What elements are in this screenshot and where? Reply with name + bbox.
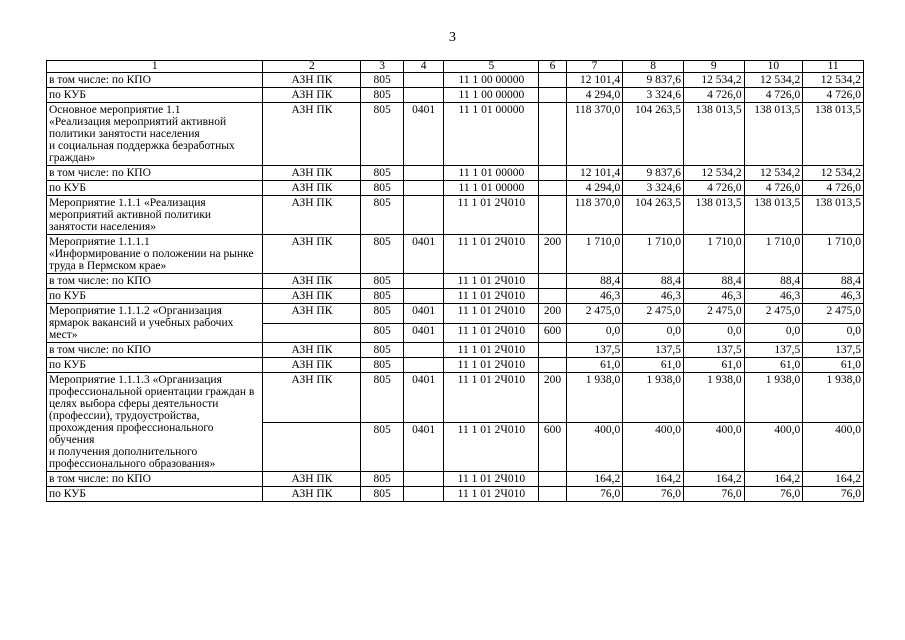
section-code-cell: 0401 [403, 103, 443, 166]
amount-cell: 76,0 [803, 487, 864, 502]
amount-cell: 137,5 [566, 343, 623, 358]
agency-cell: АЗН ПК [263, 181, 361, 196]
amount-cell: 1 938,0 [566, 373, 623, 423]
table-row [47, 358, 864, 373]
agency-cell: АЗН ПК [263, 289, 361, 304]
amount-cell: 400,0 [744, 422, 803, 472]
target-code-cell: 11 1 01 2Ч010 [444, 289, 539, 304]
target-code-cell: 11 1 01 2Ч010 [444, 235, 539, 274]
amount-cell: 12 101,4 [566, 166, 623, 181]
target-code-cell: 11 1 01 2Ч010 [444, 304, 539, 324]
expense-type-cell [539, 181, 566, 196]
expense-type-cell [539, 289, 566, 304]
amount-cell: 88,4 [623, 274, 684, 289]
agency-cell: АЗН ПК [263, 358, 361, 373]
agency-cell: АЗН ПК [263, 343, 361, 358]
amount-cell: 2 475,0 [744, 304, 803, 324]
target-code-cell: 11 1 00 00000 [444, 88, 539, 103]
amount-cell: 46,3 [683, 289, 744, 304]
amount-cell: 1 938,0 [744, 373, 803, 423]
column-header: 2 [263, 61, 361, 73]
amount-cell: 46,3 [803, 289, 864, 304]
amount-cell: 1 710,0 [683, 235, 744, 274]
agency-cell: АЗН ПК [263, 103, 361, 166]
amount-cell: 3 324,6 [623, 88, 684, 103]
amount-cell: 1 938,0 [683, 373, 744, 423]
target-code-cell: 11 1 01 2Ч010 [444, 373, 539, 423]
amount-cell: 76,0 [566, 487, 623, 502]
amount-cell: 12 534,2 [744, 73, 803, 88]
target-code-cell: 11 1 01 2Ч010 [444, 472, 539, 487]
amount-cell: 46,3 [744, 289, 803, 304]
amount-cell: 0,0 [566, 323, 623, 343]
section-code-cell [403, 274, 443, 289]
row-name: по КУБ [47, 358, 263, 373]
amount-cell: 0,0 [803, 323, 864, 343]
section-code-cell [403, 73, 443, 88]
agency-cell: АЗН ПК [263, 73, 361, 88]
amount-cell: 118 370,0 [566, 103, 623, 166]
section-code-cell [403, 88, 443, 103]
amount-cell: 46,3 [566, 289, 623, 304]
amount-cell: 0,0 [683, 323, 744, 343]
expense-type-cell [539, 196, 566, 235]
amount-cell: 76,0 [623, 487, 684, 502]
column-header: 7 [566, 61, 623, 73]
amount-cell: 137,5 [803, 343, 864, 358]
amount-cell: 12 534,2 [683, 73, 744, 88]
section-code-cell [403, 487, 443, 502]
amount-cell: 138 013,5 [683, 103, 744, 166]
agency-cell: АЗН ПК [263, 472, 361, 487]
ministry-code-cell: 805 [361, 358, 403, 373]
column-header: 8 [623, 61, 684, 73]
table-row [47, 274, 864, 289]
ministry-code-cell: 805 [361, 181, 403, 196]
row-name: в том числе: по КПО [47, 274, 263, 289]
target-code-cell: 11 1 01 2Ч010 [444, 422, 539, 472]
target-code-cell: 11 1 01 00000 [444, 181, 539, 196]
amount-cell: 104 263,5 [623, 103, 684, 166]
agency-cell: АЗН ПК [263, 274, 361, 289]
amount-cell: 2 475,0 [683, 304, 744, 324]
amount-cell: 1 710,0 [623, 235, 684, 274]
column-header: 11 [803, 61, 864, 73]
section-code-cell [403, 358, 443, 373]
table-row [47, 88, 864, 103]
amount-cell: 1 710,0 [744, 235, 803, 274]
table-row [47, 289, 864, 304]
table-row [47, 304, 864, 324]
ministry-code-cell: 805 [361, 487, 403, 502]
agency-cell: АЗН ПК [263, 304, 361, 324]
amount-cell: 4 726,0 [683, 88, 744, 103]
expense-type-cell: 600 [539, 323, 566, 343]
amount-cell: 400,0 [803, 422, 864, 472]
amount-cell: 138 013,5 [744, 196, 803, 235]
section-code-cell [403, 343, 443, 358]
amount-cell: 3 324,6 [623, 181, 684, 196]
amount-cell: 137,5 [623, 343, 684, 358]
target-code-cell: 11 1 01 00000 [444, 166, 539, 181]
amount-cell: 46,3 [623, 289, 684, 304]
amount-cell: 9 837,6 [623, 73, 684, 88]
section-code-cell: 0401 [403, 235, 443, 274]
amount-cell: 61,0 [623, 358, 684, 373]
table-row [47, 181, 864, 196]
amount-cell: 4 294,0 [566, 181, 623, 196]
amount-cell: 2 475,0 [803, 304, 864, 324]
target-code-cell: 11 1 00 00000 [444, 73, 539, 88]
agency-cell: АЗН ПК [263, 88, 361, 103]
amount-cell: 4 726,0 [803, 181, 864, 196]
expense-type-cell [539, 103, 566, 166]
expense-type-cell [539, 472, 566, 487]
expense-type-cell [539, 487, 566, 502]
table-body [47, 61, 864, 502]
column-header: 9 [683, 61, 744, 73]
section-code-cell: 0401 [403, 304, 443, 324]
table-row [47, 166, 864, 181]
row-name: Мероприятие 1.1.1.1 «Информирование о положении на рынке труда в Пермском крае» [47, 235, 263, 274]
amount-cell: 164,2 [623, 472, 684, 487]
amount-cell: 1 710,0 [803, 235, 864, 274]
amount-cell: 12 534,2 [744, 166, 803, 181]
expense-type-cell: 600 [539, 422, 566, 472]
agency-cell: АЗН ПК [263, 235, 361, 274]
agency-cell [263, 323, 361, 343]
amount-cell: 1 710,0 [566, 235, 623, 274]
row-name: Мероприятие 1.1.1 «Реализация мероприятий активной политики занятости населения» [47, 196, 263, 235]
section-code-cell [403, 196, 443, 235]
amount-cell: 400,0 [623, 422, 684, 472]
section-code-cell: 0401 [403, 422, 443, 472]
ministry-code-cell: 805 [361, 166, 403, 181]
expense-type-cell [539, 358, 566, 373]
budget-table [46, 60, 864, 502]
table-row [47, 103, 864, 166]
ministry-code-cell: 805 [361, 343, 403, 358]
section-code-cell [403, 289, 443, 304]
table-row [47, 343, 864, 358]
ministry-code-cell: 805 [361, 196, 403, 235]
expense-type-cell: 200 [539, 373, 566, 423]
row-name: по КУБ [47, 487, 263, 502]
amount-cell: 138 013,5 [803, 103, 864, 166]
amount-cell: 76,0 [683, 487, 744, 502]
agency-cell [263, 422, 361, 472]
column-header: 5 [444, 61, 539, 73]
ministry-code-cell: 805 [361, 323, 403, 343]
target-code-cell: 11 1 01 2Ч010 [444, 343, 539, 358]
amount-cell: 88,4 [566, 274, 623, 289]
row-name: Мероприятие 1.1.1.2 «Организация ярмарок вакансий и учебных рабочих мест» [47, 304, 263, 343]
amount-cell: 400,0 [683, 422, 744, 472]
page-number: 3 [449, 30, 456, 45]
amount-cell: 76,0 [744, 487, 803, 502]
amount-cell: 4 726,0 [744, 181, 803, 196]
agency-cell: АЗН ПК [263, 166, 361, 181]
target-code-cell: 11 1 01 2Ч010 [444, 274, 539, 289]
amount-cell: 88,4 [744, 274, 803, 289]
column-header: 4 [403, 61, 443, 73]
amount-cell: 12 534,2 [803, 73, 864, 88]
agency-cell: АЗН ПК [263, 196, 361, 235]
amount-cell: 61,0 [683, 358, 744, 373]
ministry-code-cell: 805 [361, 88, 403, 103]
row-name: в том числе: по КПО [47, 472, 263, 487]
table-row [47, 73, 864, 88]
row-name: в том числе: по КПО [47, 166, 263, 181]
target-code-cell: 11 1 01 00000 [444, 103, 539, 166]
amount-cell: 4 294,0 [566, 88, 623, 103]
target-code-cell: 11 1 01 2Ч010 [444, 487, 539, 502]
expense-type-cell [539, 88, 566, 103]
amount-cell: 4 726,0 [744, 88, 803, 103]
amount-cell: 88,4 [803, 274, 864, 289]
ministry-code-cell: 805 [361, 304, 403, 324]
expense-type-cell [539, 73, 566, 88]
amount-cell: 104 263,5 [623, 196, 684, 235]
expense-type-cell: 200 [539, 235, 566, 274]
section-code-cell: 0401 [403, 323, 443, 343]
amount-cell: 61,0 [566, 358, 623, 373]
amount-cell: 138 013,5 [803, 196, 864, 235]
amount-cell: 4 726,0 [683, 181, 744, 196]
expense-type-cell [539, 343, 566, 358]
amount-cell: 61,0 [803, 358, 864, 373]
ministry-code-cell: 805 [361, 235, 403, 274]
column-header: 10 [744, 61, 803, 73]
column-header: 3 [361, 61, 403, 73]
table-row [47, 235, 864, 274]
amount-cell: 12 534,2 [803, 166, 864, 181]
amount-cell: 9 837,6 [623, 166, 684, 181]
amount-cell: 138 013,5 [744, 103, 803, 166]
amount-cell: 138 013,5 [683, 196, 744, 235]
expense-type-cell: 200 [539, 304, 566, 324]
expense-type-cell [539, 166, 566, 181]
amount-cell: 164,2 [803, 472, 864, 487]
row-name: по КУБ [47, 88, 263, 103]
amount-cell: 12 534,2 [683, 166, 744, 181]
amount-cell: 0,0 [623, 323, 684, 343]
table-row [47, 196, 864, 235]
amount-cell: 4 726,0 [803, 88, 864, 103]
amount-cell: 400,0 [566, 422, 623, 472]
table-row [47, 373, 864, 423]
ministry-code-cell: 805 [361, 422, 403, 472]
amount-cell: 137,5 [683, 343, 744, 358]
table-row [47, 472, 864, 487]
header-row [47, 61, 864, 73]
amount-cell: 1 938,0 [623, 373, 684, 423]
column-header: 1 [47, 61, 263, 73]
section-code-cell [403, 181, 443, 196]
amount-cell: 164,2 [566, 472, 623, 487]
amount-cell: 137,5 [744, 343, 803, 358]
amount-cell: 61,0 [744, 358, 803, 373]
amount-cell: 88,4 [683, 274, 744, 289]
ministry-code-cell: 805 [361, 274, 403, 289]
row-name: в том числе: по КПО [47, 343, 263, 358]
ministry-code-cell: 805 [361, 103, 403, 166]
row-name: Мероприятие 1.1.1.3 «Организация профессиональной ориентации граждан в целях выбора сферы деятельности (профессии), трудоустройства, прохождения профессионального обучения и получения дополнительного профессионального образования» [47, 373, 263, 472]
column-header: 6 [539, 61, 566, 73]
section-code-cell: 0401 [403, 373, 443, 423]
expense-type-cell [539, 274, 566, 289]
amount-cell: 2 475,0 [566, 304, 623, 324]
amount-cell: 0,0 [744, 323, 803, 343]
amount-cell: 164,2 [744, 472, 803, 487]
target-code-cell: 11 1 01 2Ч010 [444, 196, 539, 235]
row-name: по КУБ [47, 181, 263, 196]
row-name: в том числе: по КПО [47, 73, 263, 88]
amount-cell: 2 475,0 [623, 304, 684, 324]
ministry-code-cell: 805 [361, 373, 403, 423]
ministry-code-cell: 805 [361, 289, 403, 304]
amount-cell: 164,2 [683, 472, 744, 487]
target-code-cell: 11 1 01 2Ч010 [444, 323, 539, 343]
amount-cell: 1 938,0 [803, 373, 864, 423]
section-code-cell [403, 472, 443, 487]
agency-cell: АЗН ПК [263, 373, 361, 423]
row-name: по КУБ [47, 289, 263, 304]
amount-cell: 118 370,0 [566, 196, 623, 235]
agency-cell: АЗН ПК [263, 487, 361, 502]
target-code-cell: 11 1 01 2Ч010 [444, 358, 539, 373]
section-code-cell [403, 166, 443, 181]
ministry-code-cell: 805 [361, 73, 403, 88]
amount-cell: 12 101,4 [566, 73, 623, 88]
table-row [47, 487, 864, 502]
ministry-code-cell: 805 [361, 472, 403, 487]
row-name: Основное мероприятие 1.1 «Реализация мероприятий активной политики занятости населения и социальная поддержка безработных граждан» [47, 103, 263, 166]
